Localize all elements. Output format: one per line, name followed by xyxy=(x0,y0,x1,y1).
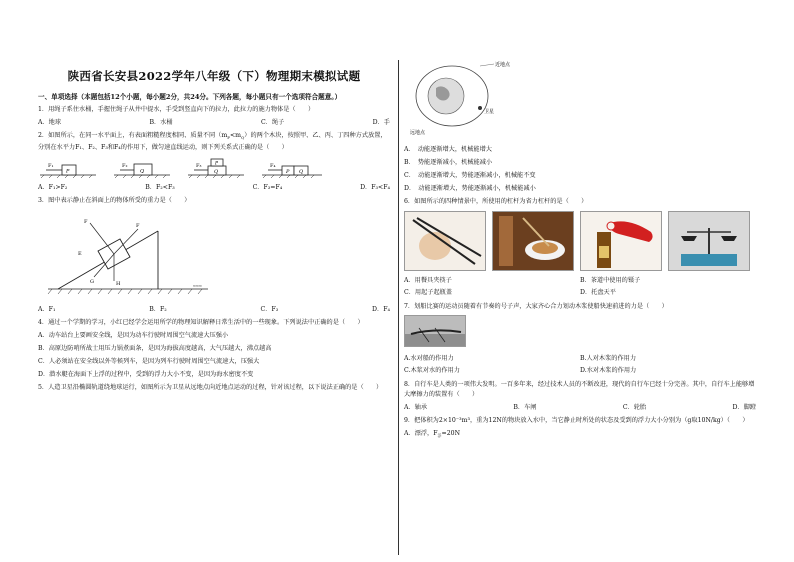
svg-text:H: H xyxy=(116,281,121,288)
option-c[interactable]: C.木浆对水的作用力 xyxy=(404,367,460,374)
question-1-stem: 1．用绳子系住水桶，手握住绳子从井中提水，手受到竖直向下的拉力，此拉力的施力物体是（ ） xyxy=(38,106,315,113)
column-divider xyxy=(398,60,399,555)
question-5-option-b[interactable]: B． 势能逐渐减小，机械能减小 xyxy=(404,159,493,166)
question-5-option-c[interactable]: C． 动能逐渐增大，势能逐渐减小，机械能不变 xyxy=(404,172,536,179)
question-9-option-a[interactable]: A．漂浮，$F_浮=20N$ xyxy=(404,430,460,439)
option-c[interactable]: C．F₃=F₄ xyxy=(252,184,283,192)
svg-text:P: P xyxy=(215,161,219,167)
option-b[interactable]: B.人对木浆的作用力 xyxy=(580,355,637,362)
option-a[interactable]: A．轴承 xyxy=(404,404,428,411)
svg-text:P: P xyxy=(286,169,290,176)
option-b[interactable]: B．水桶 xyxy=(149,119,173,126)
option-d[interactable]: D．F₄ xyxy=(372,306,390,314)
question-1-options xyxy=(38,118,390,128)
svg-text:卫星: 卫星 xyxy=(484,109,495,115)
question-2-options xyxy=(38,183,390,193)
page-title: 陕西省长安县2022学年八年级（下）物理期末模拟试题 xyxy=(67,69,361,83)
question-6-options xyxy=(404,275,756,299)
option-d[interactable]: D．手 xyxy=(372,119,390,126)
satellite-orbit-figure xyxy=(404,58,524,138)
svg-text:Q: Q xyxy=(299,169,304,176)
question-2-figures xyxy=(38,157,390,179)
question-5-option-d[interactable]: D． 动能逐渐增大，势能逐渐减小，机械能减小 xyxy=(404,185,536,192)
question-8-stem: 8．自行车是人类的一项伟大发明。一百多年来，经过技术人员的不断改进，现代的自行车已经十分完善。其中，自行车上能够增大摩擦力的装置有（ ） xyxy=(404,381,755,398)
svg-text:近地点: 近地点 xyxy=(495,62,511,68)
question-5-option-a[interactable]: A． 动能逐渐增大，机械能增大 xyxy=(404,146,492,153)
option-b[interactable]: B．茶道中使用的镊子 xyxy=(580,277,641,284)
question-4-stem: 4．通过一个学期的学习，小红已经学会运用所学的物理知识解释日常生活中的一些现象。下列说法中正确的是（ ） xyxy=(38,319,364,327)
option-c[interactable]: C．人必须站在安全线以外等候列车，是因为列车行驶时周围空气流速大，压强大 xyxy=(38,358,260,366)
option-d[interactable]: D.水对木浆的作用力 xyxy=(580,367,637,374)
bottle-opener-photo xyxy=(580,211,662,271)
option-d[interactable]: D．托盘天平 xyxy=(580,289,616,296)
option-d[interactable]: D．F₃<F₄ xyxy=(360,184,390,192)
option-d[interactable]: D．潜水艇在海面下上浮的过程中，受到的浮力大小不变，是因为海水密度不变 xyxy=(38,371,254,379)
question-3-stem: 3．图中表示静止在斜面上的物体所受的重力是（ ） xyxy=(38,197,191,205)
section-heading: 一、单项选择（本题包括12个小题，每小题2分，共24分。下列各题，每小题只有一个选项符合题意。） xyxy=(38,93,342,101)
svg-text:F: F xyxy=(136,223,140,230)
svg-text:F: F xyxy=(84,219,88,226)
option-a[interactable]: A.水对船的作用力 xyxy=(404,355,454,362)
option-a[interactable]: A．动车站台上要画安全线，是因为动车行驶时周围空气流速大压强小 xyxy=(38,332,229,340)
option-b[interactable]: B．F₂ xyxy=(149,306,167,314)
svg-text:G: G xyxy=(90,279,94,286)
option-a[interactable]: A．F₁>F₂ xyxy=(38,184,68,192)
question-7-options xyxy=(404,353,756,377)
option-a[interactable]: A．地球 xyxy=(38,119,62,126)
question-6-photos xyxy=(404,211,756,271)
svg-text:Q: Q xyxy=(140,168,145,175)
option-d[interactable]: D．脚蹬 xyxy=(732,404,756,411)
option-a[interactable]: A．用餐具夹筷子 xyxy=(404,277,452,284)
option-b[interactable]: B．车闸 xyxy=(513,404,537,411)
svg-text:F₂: F₂ xyxy=(122,163,128,170)
tea-tweezers-photo xyxy=(492,211,574,271)
figure-bing xyxy=(186,157,246,179)
svg-text:www: www xyxy=(193,284,202,289)
option-b[interactable]: B．高原边防哨所战士用压力锅煮面条，是因为海拔高度越高，大气压越大，沸点越高 xyxy=(38,345,272,353)
option-c[interactable]: C．用起子起瓶盖 xyxy=(404,289,453,296)
option-c[interactable]: C．轮胎 xyxy=(622,404,647,411)
question-6-stem: 6．如图所示的四种情景中，所使用的杠杆为省力杠杆的是（ ） xyxy=(404,198,588,205)
svg-text:远地点: 远地点 xyxy=(410,130,426,136)
balance-scale-photo xyxy=(668,211,750,271)
question-5-stem: 5．人造卫星沿椭圆轨道绕地球运行，如图所示为卫星从远地点向近地点运动的过程，针对该过程，以下说法正确的是（ ） xyxy=(38,384,383,392)
incline-figure xyxy=(38,209,238,299)
figure-yi xyxy=(112,157,172,179)
rowing-photo xyxy=(404,315,466,347)
svg-text:F₄: F₄ xyxy=(270,163,276,170)
question-8-options xyxy=(404,403,756,413)
svg-text:P: P xyxy=(66,168,70,175)
svg-text:Q: Q xyxy=(214,169,219,176)
option-c[interactable]: C．F₃ xyxy=(260,306,279,314)
question-9-stem: 9．把体积为2×10⁻³m³，重为12N的物块放入水中，当它静止时所处的状态及受到的浮力大小分别为（g取10N/kg）（ ） xyxy=(404,417,749,424)
figure-jia xyxy=(38,157,98,179)
option-a[interactable]: A．F₁ xyxy=(38,306,56,314)
chopsticks-photo xyxy=(404,211,486,271)
svg-text:E: E xyxy=(78,251,82,258)
question-2-stem: 2．如图所示，在同一水平面上，有表面粗糙程度相同、质量不同$(m_P<m_Q)$的两个木块，按照甲、乙、丙、丁四种方式放置，分别在水平力F₁、F₂、F₃和F₄的作用下，做匀速直线运动，则下列关系式正确的是（ ） xyxy=(38,132,387,152)
left-column xyxy=(38,62,390,396)
svg-text:F₃: F₃ xyxy=(196,163,202,170)
question-7-stem: 7．划船比赛的运动员随着有节奏的号子声，大家齐心合力划动木浆使船快速前进的力是（ ） xyxy=(404,303,668,310)
question-3-options xyxy=(38,305,390,315)
figure-ding xyxy=(260,157,324,179)
right-column xyxy=(404,58,756,444)
svg-text:F₁: F₁ xyxy=(48,163,54,170)
option-b[interactable]: B．F₂<F₃ xyxy=(145,184,175,192)
option-c[interactable]: C．绳子 xyxy=(260,119,285,126)
